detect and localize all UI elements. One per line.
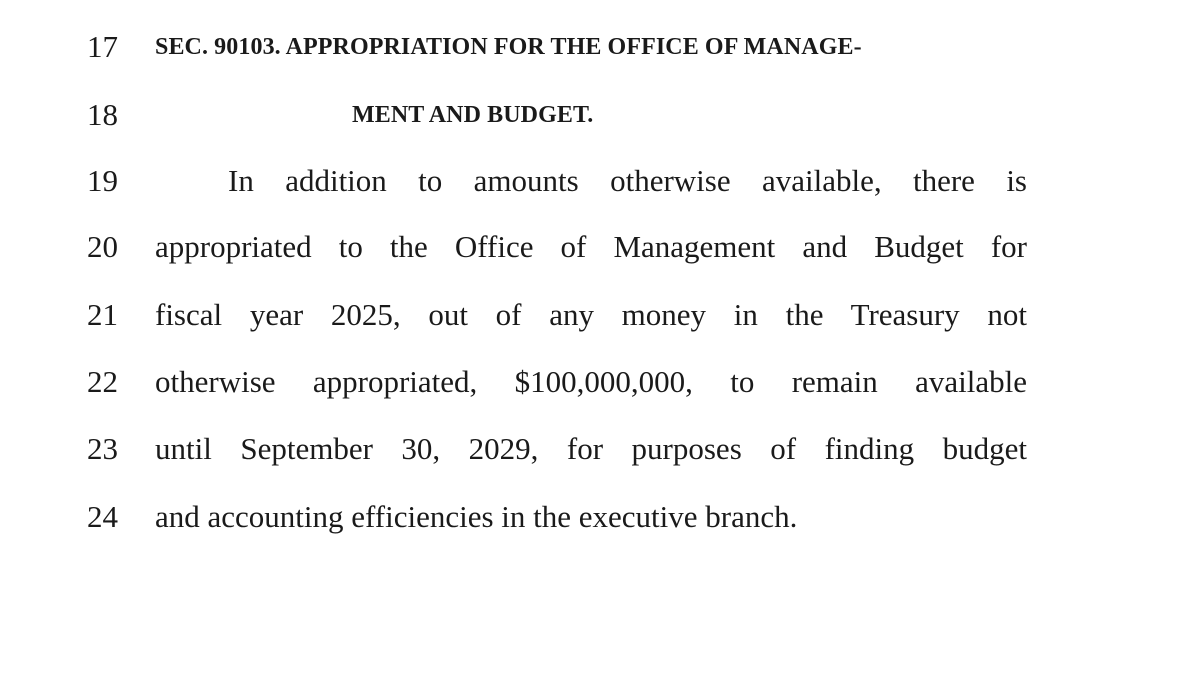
line-number: 19 (87, 163, 118, 198)
line-19 (0, 161, 1200, 201)
section-heading-continuation: MENT AND BUDGET. (352, 102, 594, 128)
body-text-line: until September 30, 2029, for purposes of finding budget (155, 431, 1027, 466)
line-21 (0, 295, 1200, 335)
body-text-line: and accounting efficiencies in the executive branch. (155, 499, 798, 534)
line-22 (0, 362, 1200, 402)
body-text-line: fiscal year 2025, out of any money in the Treasury not (155, 297, 1027, 332)
line-number: 22 (87, 364, 118, 399)
line-18 (0, 95, 1200, 135)
section-heading: SEC. 90103. APPROPRIATION FOR THE OFFICE OF MANAGE- (155, 34, 862, 60)
body-text-line: otherwise appropriated, $100,000,000, to remain available (155, 364, 1027, 399)
body-text-line: In addition to amounts otherwise available, there is (228, 163, 1027, 198)
line-20 (0, 227, 1200, 267)
line-number: 21 (87, 297, 118, 332)
body-text-line: appropriated to the Office of Management and Budget for (155, 229, 1027, 264)
line-number: 17 (87, 29, 118, 64)
line-number: 24 (87, 499, 118, 534)
line-17 (0, 27, 1200, 67)
line-number: 23 (87, 431, 118, 466)
line-24 (0, 497, 1200, 537)
line-number: 18 (87, 97, 118, 132)
line-number: 20 (87, 229, 118, 264)
line-23 (0, 429, 1200, 469)
